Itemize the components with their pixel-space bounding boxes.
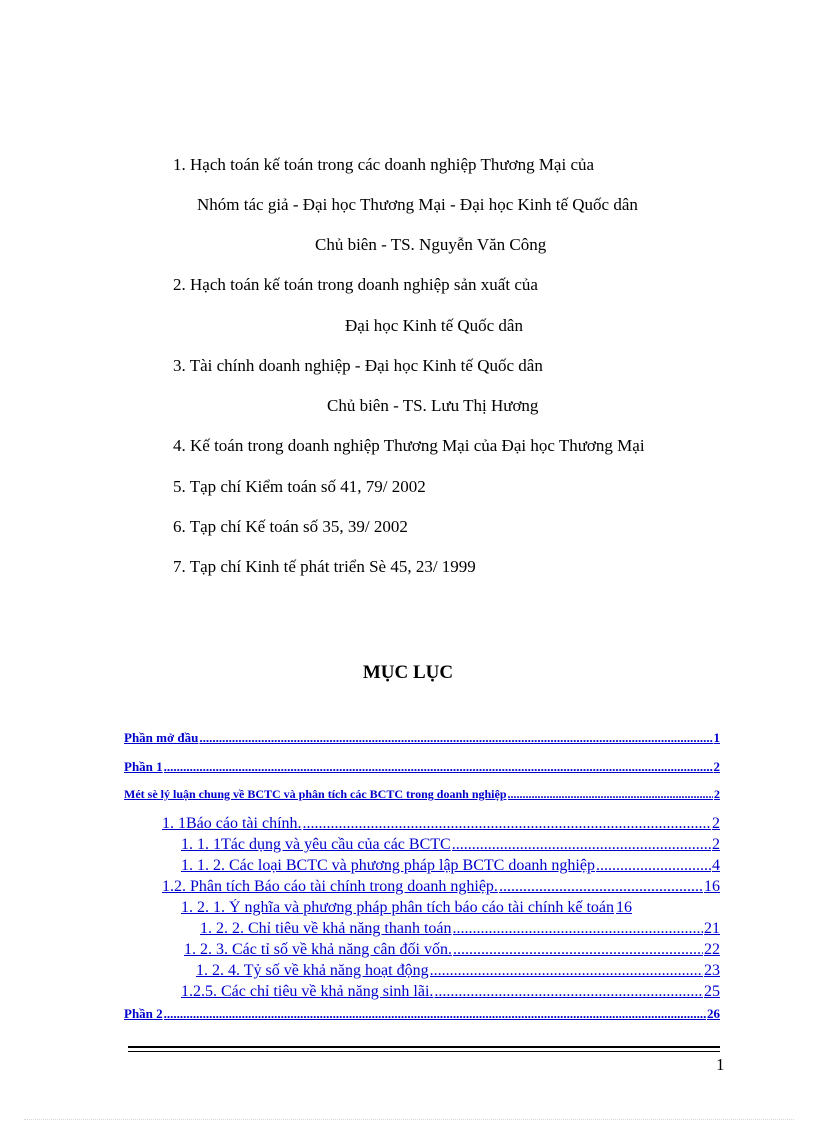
toc-page-number: 2 — [713, 759, 720, 774]
toc-link-1-2-5[interactable] — [181, 983, 720, 1001]
toc-entry-text: 1. 2. 4. Tỷ số về khả năng hoạt động — [196, 962, 429, 979]
reference-line-11: 7. Tạp chí Kinh tế phát triển Sè 45, 23/ 1999 — [173, 557, 476, 576]
toc-entry-text: Phần mở đầu — [124, 730, 199, 745]
toc-page-number: 2 — [712, 836, 720, 853]
toc-page-number: 16 — [704, 878, 720, 895]
toc-page-number: 26 — [707, 1006, 720, 1021]
reference-line-3: Chủ biên - TS. Nguyễn Văn Công — [315, 235, 547, 254]
toc-leader-dots — [199, 730, 712, 746]
toc-entry-text: 1. 2. 2. Chỉ tiêu về khả năng thanh toán — [200, 920, 452, 937]
toc-page-number: 16 — [616, 899, 633, 916]
toc-entry-text: 1. 2. 3. Các tỉ số về khả năng cân đối vốn. — [184, 941, 452, 958]
reference-line-2: Nhóm tác giả - Đại học Thương Mại - Đại học Kinh tế Quốc dân — [197, 195, 638, 214]
toc-entry-text: 1. 1Báo cáo tài chính. — [162, 815, 302, 832]
toc-leader-dots — [499, 878, 703, 896]
toc-title: MỤC LỤC — [362, 662, 454, 683]
reference-line-8: 4. Kế toán trong doanh nghiệp Thương Mại của Đại học Thương Mại — [173, 436, 645, 455]
toc-link-1-2-1[interactable] — [181, 899, 720, 917]
footer-rule-thick — [128, 1046, 720, 1048]
toc-link-1-2-2[interactable] — [200, 920, 720, 938]
reference-line-4: 2. Hạch toán kế toán trong doanh nghiệp sản xuất của — [173, 275, 538, 294]
toc-page-number: 2 — [712, 815, 720, 832]
toc-page-number: 2 — [714, 787, 720, 801]
page-edge-divider — [24, 1119, 794, 1120]
reference-line-6: 3. Tài chính doanh nghiệp - Đại học Kinh tế Quốc dân — [173, 356, 543, 375]
toc-leader-dots — [453, 920, 703, 938]
page-number: 1 — [716, 1055, 725, 1074]
toc-page-number: 21 — [704, 920, 720, 937]
toc-link-part-2[interactable] — [124, 1006, 720, 1022]
reference-line-7: Chủ biên - TS. Lưu Thị Hương — [327, 396, 539, 415]
footer-rule-thin — [128, 1051, 720, 1052]
toc-entry-text: Phần 2 — [124, 1006, 163, 1021]
toc-leader-dots — [508, 787, 714, 802]
toc-link-1-2-3[interactable] — [184, 941, 720, 959]
toc-page-number: 25 — [704, 983, 720, 1000]
toc-link-1-1[interactable] — [162, 815, 720, 833]
reference-line-5: Đại học Kinh tế Quốc dân — [345, 316, 523, 335]
toc-leader-dots — [434, 983, 703, 1001]
reference-line-10: 6. Tạp chí Kế toán số 35, 39/ 2002 — [173, 517, 408, 536]
toc-leader-dots — [430, 962, 703, 980]
toc-link-1-2[interactable] — [162, 878, 720, 896]
reference-line-9: 5. Tạp chí Kiểm toán số 41, 79/ 2002 — [173, 477, 426, 496]
toc-entry-text: 1.2. Phân tích Báo cáo tài chính trong doanh nghiệp. — [162, 878, 498, 895]
toc-leader-dots — [453, 941, 703, 959]
toc-entry-text: 1.2.5. Các chỉ tiêu về khả năng sinh lãi. — [181, 983, 434, 1000]
toc-entry-text: Mét sè lý luận chung về BCTC và phân tích các BCTC trong doanh nghiệp — [124, 787, 507, 801]
toc-link-1-1-1[interactable] — [181, 836, 720, 854]
toc-leader-dots — [596, 857, 711, 875]
toc-link-1-1-2[interactable] — [181, 857, 720, 875]
toc-entry-text: 1. 1. 2. Các loại BCTC và phương pháp lập BCTC doanh nghiệp — [181, 857, 595, 874]
toc-page-number: 22 — [704, 941, 720, 958]
toc-entry-text: Phần 1 — [124, 759, 163, 774]
toc-entry-text: 1. 1. 1Tác dụng và yêu cầu của các BCTC — [181, 836, 451, 853]
toc-link-1-2-4[interactable] — [196, 962, 720, 980]
toc-leader-dots — [303, 815, 711, 833]
toc-leader-dots — [164, 1006, 706, 1022]
toc-entry-text: 1. 2. 1. Ý nghĩa và phương pháp phân tích báo cáo tài chính kế toán — [181, 899, 615, 916]
toc-page-number: 23 — [704, 962, 720, 979]
toc-page-number: 4 — [712, 857, 720, 874]
reference-line-1: 1. Hạch toán kế toán trong các doanh nghiệp Thương Mại của — [173, 155, 595, 174]
toc-link-part-1[interactable] — [124, 759, 720, 775]
toc-leader-dots — [164, 759, 713, 775]
toc-leader-dots — [452, 836, 711, 854]
toc-link-theory[interactable] — [124, 787, 720, 802]
toc-link-intro[interactable] — [124, 730, 720, 746]
toc-page-number: 1 — [713, 730, 720, 745]
